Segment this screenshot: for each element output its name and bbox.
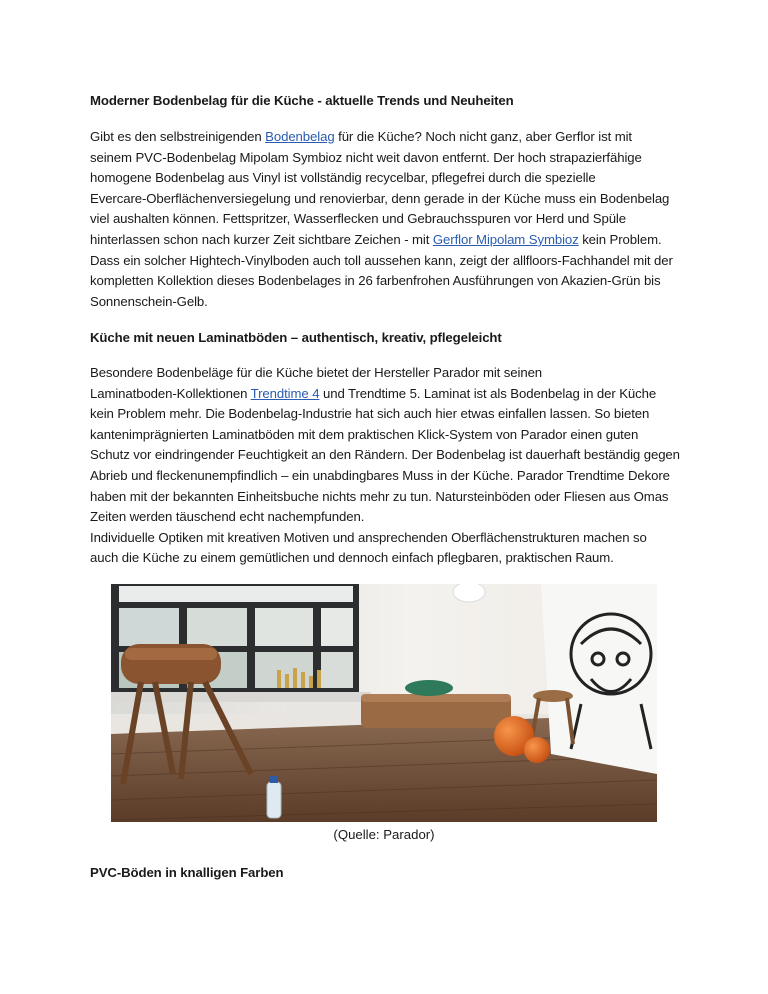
text-line: Zeiten werden täuschend echt nachempfunden. — [90, 509, 365, 525]
text-line: homogene Bodenbelag aus Vinyl ist vollständig recycelbar, pflegefrei durch die spezielle — [90, 170, 596, 186]
link-bodenbelag[interactable]: Bodenbelag — [265, 129, 335, 144]
text-line: Schutz vor eindringender Feuchtigkeit an den Rändern. Der Bodenbelag ist dauerhaft beständig gegen — [90, 447, 680, 463]
text-line: haben mit der bekannten Einheitsbuche nichts mehr zu tun. Natursteinböden oder Fliesen aus Omas — [90, 488, 669, 504]
heading-pvc-colors: PVC-Böden in knalligen Farben — [90, 865, 284, 880]
mural-panel — [541, 584, 657, 774]
text-line: seinem PVC-Bodenbelag Mipolam Symbioz nicht weit davon entfernt. Der hoch strapazierfähige — [90, 149, 642, 165]
room-photo — [111, 584, 657, 822]
text-line: viel aushalten können. Fettspritzer, Wasserflecken und Gebrauchsspuren vor Herd und Spüle — [90, 211, 626, 227]
text-line: auch die Küche zu einem gemütlichen und dennoch einfach pflegbaren, praktischen Raum. — [90, 550, 614, 566]
text-line: kein Problem mehr. Die Bodenbelag-Industrie hat sich auch hier etwas einfallen lassen. So bieten — [90, 406, 650, 422]
text-line: Sonnenschein-Gelb. — [90, 293, 208, 309]
text-line: Besondere Bodenbeläge für die Küche bietet der Hersteller Parador mit seinen — [90, 365, 543, 380]
photo-caption: (Quelle: Parador) — [333, 827, 435, 842]
text-line: Evercare-Oberflächenversiegelung und renovierbar, denn gerade in der Küche muss ein Bodenbelag — [90, 190, 670, 206]
heading-kitchen-floor-trends: Moderner Bodenbelag für die Küche - aktuelle Trends und Neuheiten — [90, 93, 514, 108]
link-gerflor-mipolam-symbioz[interactable]: Gerflor Mipolam Symbioz — [432, 231, 579, 247]
text-line: kantenimprägnierten Laminatböden mit dem praktischen Klick-System von Parador einen guten — [90, 426, 639, 442]
window — [111, 584, 371, 702]
water-bottle — [267, 776, 281, 818]
text-line: Laminatboden-Kollektionen Trendtime 4 und Trendtime 5. Laminat ist als Bodenbelag in der Küche — [90, 385, 657, 401]
text-line: Individuelle Optiken mit kreativen Motiven und ansprechenden Oberflächenstrukturen machen so — [90, 529, 647, 545]
paragraph-gerflor — [90, 127, 680, 312]
text-line: kompletten Kollektion dieses Bodenbelages in 26 farbenfrohen Ausführungen von Akazien-Grün bis — [90, 273, 661, 289]
heading-laminate-kitchen: Küche mit neuen Laminatböden – authentisch, kreativ, pflegeleicht — [90, 330, 502, 345]
text-line: Abrieb und fleckenunempfindlich – ein unabdingbares Muss in der Küche. Parador Trendtime Dekore — [90, 467, 670, 483]
lamp — [453, 584, 485, 602]
room-illustration — [111, 584, 657, 822]
link-trendtime-4[interactable]: Trendtime 4 — [250, 385, 320, 401]
medicine-ball-small — [524, 737, 550, 763]
text-line: Dass ein solcher Hightech-Vinylboden auch toll aussehen kann, zeigt der allfloors-Fachhandel mit der — [90, 252, 673, 268]
text-line: Gibt es den selbstreinigenden Bodenbelag für die Küche? Noch nicht ganz, aber Gerflor ist mit — [90, 129, 632, 144]
text-line: hinterlassen schon nach kurzer Zeit sichtbare Zeichen - mit Gerflor Mipolam Symbioz kein Problem. — [90, 231, 662, 247]
paragraph-parador — [90, 363, 680, 569]
